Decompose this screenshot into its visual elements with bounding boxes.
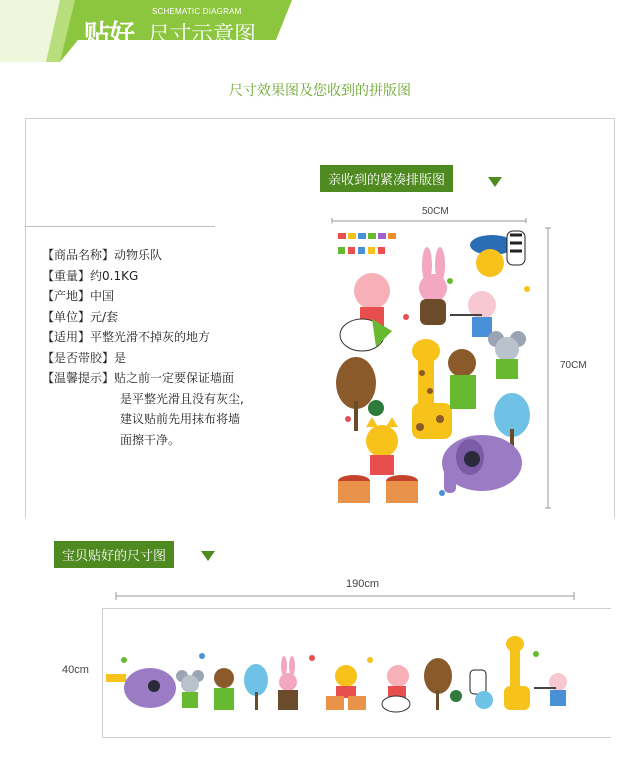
- property-key: 【温馨提示】: [42, 371, 115, 385]
- cat-drummer-sticker: [326, 665, 366, 710]
- sheet-width-label: 50CM: [422, 206, 449, 217]
- sheet-height-label: 70CM: [560, 360, 587, 371]
- rabbit-sticker: [419, 247, 447, 325]
- zebra-tuba-sticker: [470, 670, 493, 709]
- zebra-tuba-sticker: [470, 231, 525, 277]
- section-title: 尺寸效果图及您收到的拼版图: [229, 83, 411, 99]
- property-value: 元/套: [90, 309, 119, 324]
- sticker-sheet-art: [332, 223, 532, 513]
- elephant-sticker: [106, 668, 176, 708]
- strip-height-label: 40cm: [62, 664, 89, 676]
- bear-sticker: [448, 349, 476, 409]
- cat-drummer-sticker: [338, 417, 418, 503]
- elephant-sticker: [442, 435, 522, 493]
- bear-sticker: [214, 668, 234, 710]
- property-row: [42, 368, 244, 389]
- property-row: [42, 286, 244, 307]
- strip-width-label: 190cm: [346, 578, 380, 590]
- pig-drummer-sticker: [382, 665, 410, 712]
- property-value: 中国: [90, 289, 115, 303]
- property-key: 【单位】: [42, 309, 91, 324]
- goat-flute-sticker: [534, 673, 567, 706]
- music-notes: [121, 651, 539, 663]
- property-key: 【商品名称】: [42, 248, 115, 262]
- property-value: 平整光滑不掉灰的地方: [90, 330, 211, 344]
- small-stickers: [338, 233, 396, 254]
- pig-drummer-sticker: [340, 273, 392, 351]
- goat-flute-sticker: [450, 291, 496, 337]
- chevron-down-icon: [201, 551, 215, 561]
- property-key: 【是否带胶】: [42, 350, 115, 365]
- sticker-sheet: [332, 223, 532, 513]
- property-key: 【重量】: [42, 268, 91, 283]
- banner-subtitle: SCHEMATIC DIAGRAM: [152, 7, 242, 16]
- property-key: 【适用】: [42, 330, 91, 344]
- banner-title-bold: 贴好: [84, 20, 135, 50]
- property-value: 约0.1KG: [90, 268, 139, 283]
- property-row: [42, 327, 244, 348]
- property-value: 贴之前一定要保证墙面: [114, 371, 235, 385]
- property-row: [42, 245, 244, 266]
- property-row: [42, 348, 244, 369]
- property-key: 【产地】: [42, 289, 91, 303]
- tip-line: 是平整光滑且没有灰尘,: [120, 391, 244, 406]
- property-value: 动物乐队: [114, 248, 163, 262]
- header-banner: [0, 0, 292, 62]
- size-tag: 宝贝贴好的尺寸图: [54, 541, 174, 568]
- layout-tag: 亲收到的紧凑排版图: [320, 165, 453, 192]
- tree-sticker: [336, 357, 384, 431]
- tip-line: 建议贴前先用抹布将墙: [120, 412, 241, 426]
- banner-title-rest: 尺寸示意图: [148, 23, 256, 48]
- mouse-sticker: [176, 670, 204, 708]
- divider: [25, 226, 215, 227]
- property-row: [42, 307, 244, 328]
- giraffe-sticker: [504, 636, 530, 710]
- tree-sticker: [244, 664, 268, 710]
- product-properties: [42, 245, 244, 450]
- property-value: 是: [114, 350, 127, 365]
- tree-sticker: [424, 658, 462, 710]
- rabbit-sticker: [278, 656, 298, 710]
- giraffe-sticker: [412, 339, 452, 439]
- chevron-down-icon: [488, 177, 502, 187]
- tip-line: 面擦干净。: [120, 432, 181, 447]
- property-row: [42, 266, 244, 287]
- strip-width-line: [110, 590, 580, 602]
- animal-band-strip: [106, 630, 586, 720]
- mouse-sticker: [488, 331, 526, 379]
